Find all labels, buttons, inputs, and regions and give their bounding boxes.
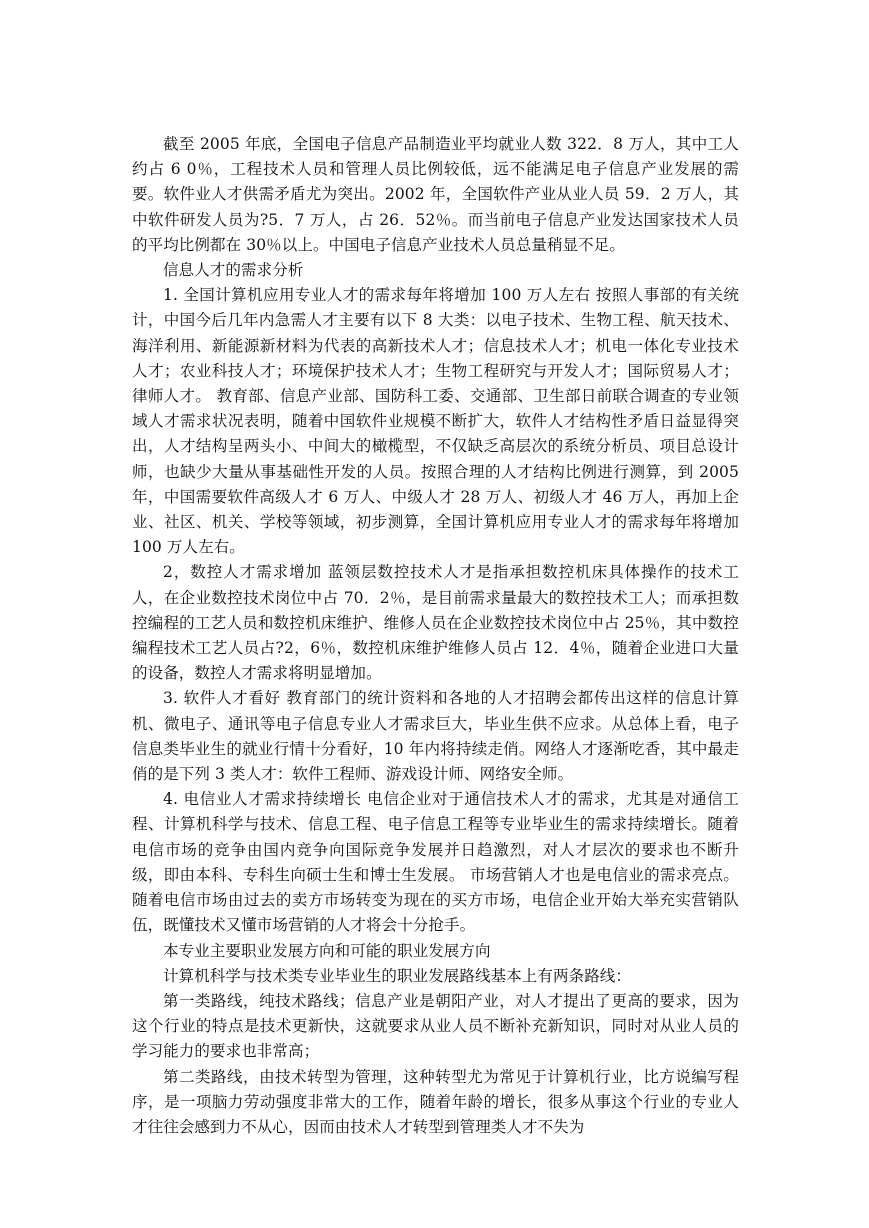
paragraph-employment-overview: 截至 2005 年底，全国电子信息产品制造业平均就业人数 322．8 万人，其中工人约占 6 0％，工程技术人员和管理人员比例较低，远不能满足电子信息产业发展的需要。软件业人才供需矛盾尤为突出。2002 年，全国软件产业从业人员 59．2 万人，其中软件研发人员为?5．7 万人，占 26．52％。而当前电子信息产业发达国家技术人员的平均比例都在 30％以上。中国电子信息产业技术人员总量稍显不足。 [132,135,739,254]
document-body [132,132,739,1140]
section-heading-demand-analysis: 信息人才的需求分析 [163,261,304,280]
section-heading-career-direction: 本专业主要职业发展方向和可能的职业发展方向 [163,941,491,960]
paragraph-route-one: 第一类路线，纯技术路线；信息产业是朝阳产业，对人才提出了更高的要求，因为这个行业的特点是技术更新快，这就要求从业人员不断补充新知识，同时对从业人员的学习能力的要求也非常高； [132,991,739,1061]
paragraph-cnc-talent-demand: 2，数控人才需求增加 蓝领层数控技术人才是指承担数控机床具体操作的技术工人，在企业数控技术岗位中占 70．2％，是目前需求量最大的数控技术工人；而承担数控编程的工艺人员和数控机床维护、维修人员在企业数控技术岗位中占 25％，其中数控编程技术工艺人员占?2，6％，数控机床维护维修人员占 12．4％，随着企业进口大量的设备，数控人才需求将明显增加。 [132,563,739,683]
paragraph-telecom-talent: 4. 电信业人才需求持续增长 电信企业对于通信技术人才的需求，尤其是对通信工程、计算机科学与技术、信息工程、电子信息工程等专业毕业生的需求持续增长。随着电信市场的竞争由国内竞争向国际竞争发展并日趋激烈，对人才层次的要求也不断升级，即由本科、专科生向硕士生和博士生发展。 市场营销人才也是电信业的需求亮点。随着电信市场由过去的卖方市场转变为现在的买方市场，电信企业开始大举充实营销队伍，既懂技术又懂市场营销的人才将会十分抢手。 [132,790,739,935]
paragraph-software-talent: 3. 软件人才看好 教育部门的统计资料和各地的人才招聘会都传出这样的信息计算机、微电子、通讯等电子信息专业人才需求巨大，毕业生供不应求。从总体上看，电子信息类毕业生的就业行情十分看好，10 年内将持续走俏。网络人才逐渐吃香，其中最走俏的是下列 3 类人才：软件工程师、游戏设计师、网络安全师。 [132,689,739,784]
paragraph-route-two: 第二类路线，由技术转型为管理，这种转型尤为常见于计算机行业，比方说编写程序，是一项脑力劳动强度非常大的工作，随着年龄的增长，很多从事这个行业的专业人才往往会感到力不从心，因而由技术人才转型到管理类人才不失为 [132,1067,739,1136]
paragraph-computer-talent-demand: 1. 全国计算机应用专业人才的需求每年将增加 100 万人左右 按照人事部的有关统计，中国今后几年内急需人才主要有以下 8 大类：以电子技术、生物工程、航天技术、海洋利用、新能源新材料为代表的高新技术人才；信息技术人才；机电一体化专业技术人才；农业科技人才；环境保护技术人才；生物工程研究与开发人才；国际贸易人才；律师人才。 教育部、信息产业部、国防科工委、交通部、卫生部日前联合调查的专业领域人才需求状况表明，随着中国软件业规模不断扩大，软件人才结构性矛盾日益显得突出，人才结构呈两头小、中间大的橄榄型，不仅缺乏高层次的系统分析员、项目总设计师，也缺少大量从事基础性开发的人员。按照合理的人才结构比例进行测算，到 2005 年，中国需要软件高级人才 6 万人、中级人才 28 万人、初级人才 46 万人，再加上企业、社区、机关、学校等领域，初步测算，全国计算机应用专业人才的需求每年将增加 100 万人左右。 [132,286,739,557]
paragraph-career-routes-intro: 计算机科学与技术类专业毕业生的职业发展路线基本上有两条路线： [163,966,632,985]
